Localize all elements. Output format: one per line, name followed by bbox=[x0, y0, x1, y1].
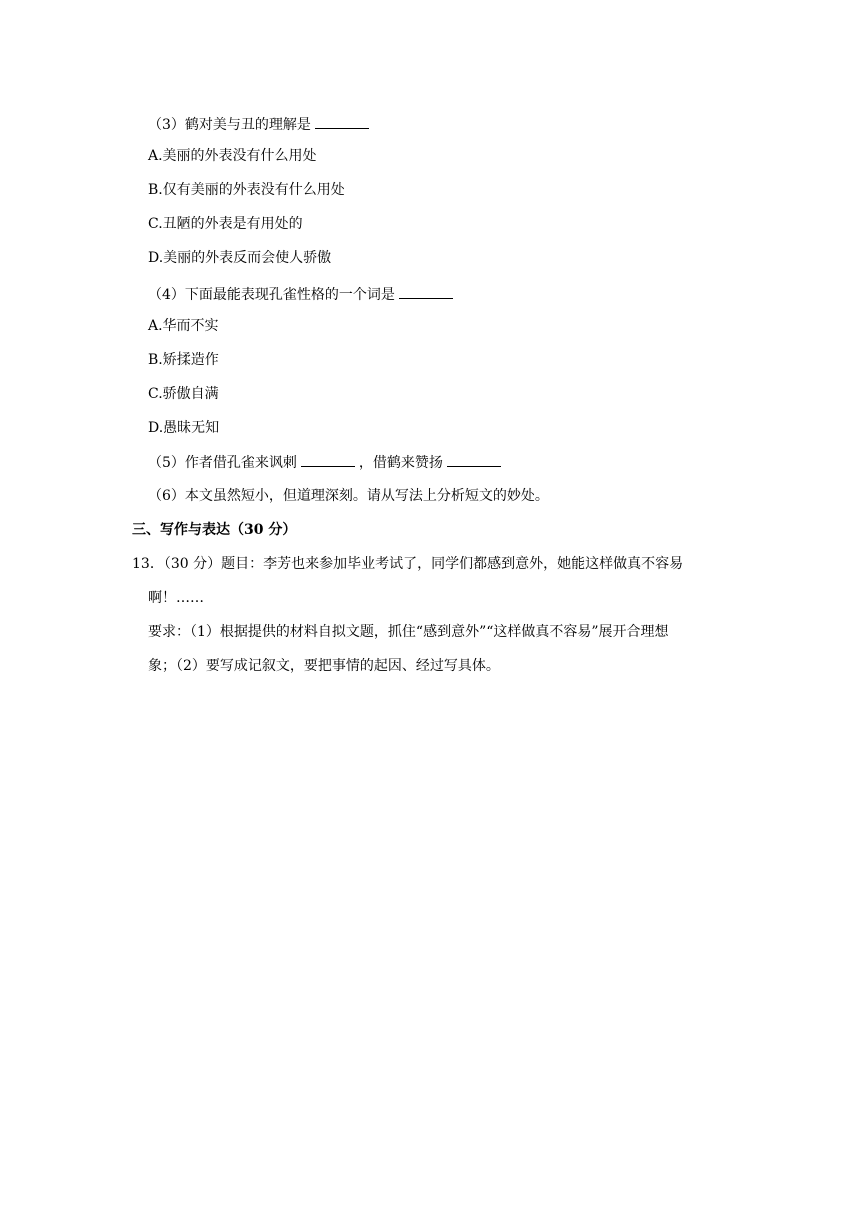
question-5-part2: ，借鹤来赞扬 bbox=[358, 455, 443, 471]
question-3-option-c: C.丑陋的外表是有用处的 bbox=[148, 216, 303, 232]
question-4 bbox=[148, 284, 457, 305]
question-3-stem: （3）鹤对美与丑的理解是 bbox=[148, 117, 311, 133]
question-4-option-a: A.华而不实 bbox=[148, 318, 219, 334]
question-3-option-b: B.仅有美丽的外表没有什么用处 bbox=[148, 182, 345, 198]
question-3 bbox=[148, 114, 373, 135]
question-5-part1: （5）作者借孔雀来讽刺 bbox=[148, 455, 297, 471]
answer-blank[interactable] bbox=[315, 114, 369, 129]
question-4-stem: （4）下面最能表现孔雀性格的一个词是 bbox=[148, 287, 395, 303]
question-4-option-c: C.骄傲自满 bbox=[148, 386, 219, 402]
question-5 bbox=[148, 452, 505, 473]
question-13-requirement-line2: 象；（2）要写成记叙文，要把事情的起因、经过写具体。 bbox=[148, 658, 500, 674]
question-13-line2: 啊！…… bbox=[148, 590, 204, 606]
answer-blank[interactable] bbox=[399, 284, 453, 299]
section-3-title: 三、写作与表达（30 分） bbox=[132, 522, 297, 538]
answer-blank[interactable] bbox=[447, 452, 501, 467]
question-3-option-d: D.美丽的外表反而会使人骄傲 bbox=[148, 250, 332, 266]
question-6: （6）本文虽然短小，但道理深刻。请从写法上分析短文的妙处。 bbox=[148, 488, 549, 504]
answer-blank[interactable] bbox=[301, 452, 355, 467]
question-4-option-b: B.矫揉造作 bbox=[148, 352, 219, 368]
question-4-option-d: D.愚昧无知 bbox=[148, 420, 220, 436]
question-3-option-a: A.美丽的外表没有什么用处 bbox=[148, 148, 317, 164]
question-13-line1: 13．（30 分）题目：李芳也来参加毕业考试了，同学们都感到意外，她能这样做真不容易 bbox=[132, 556, 684, 572]
question-13-requirement-line1: 要求：（1）根据提供的材料自拟文题，抓住“感到意外”“这样做真不容易”展开合理想 bbox=[148, 624, 669, 640]
